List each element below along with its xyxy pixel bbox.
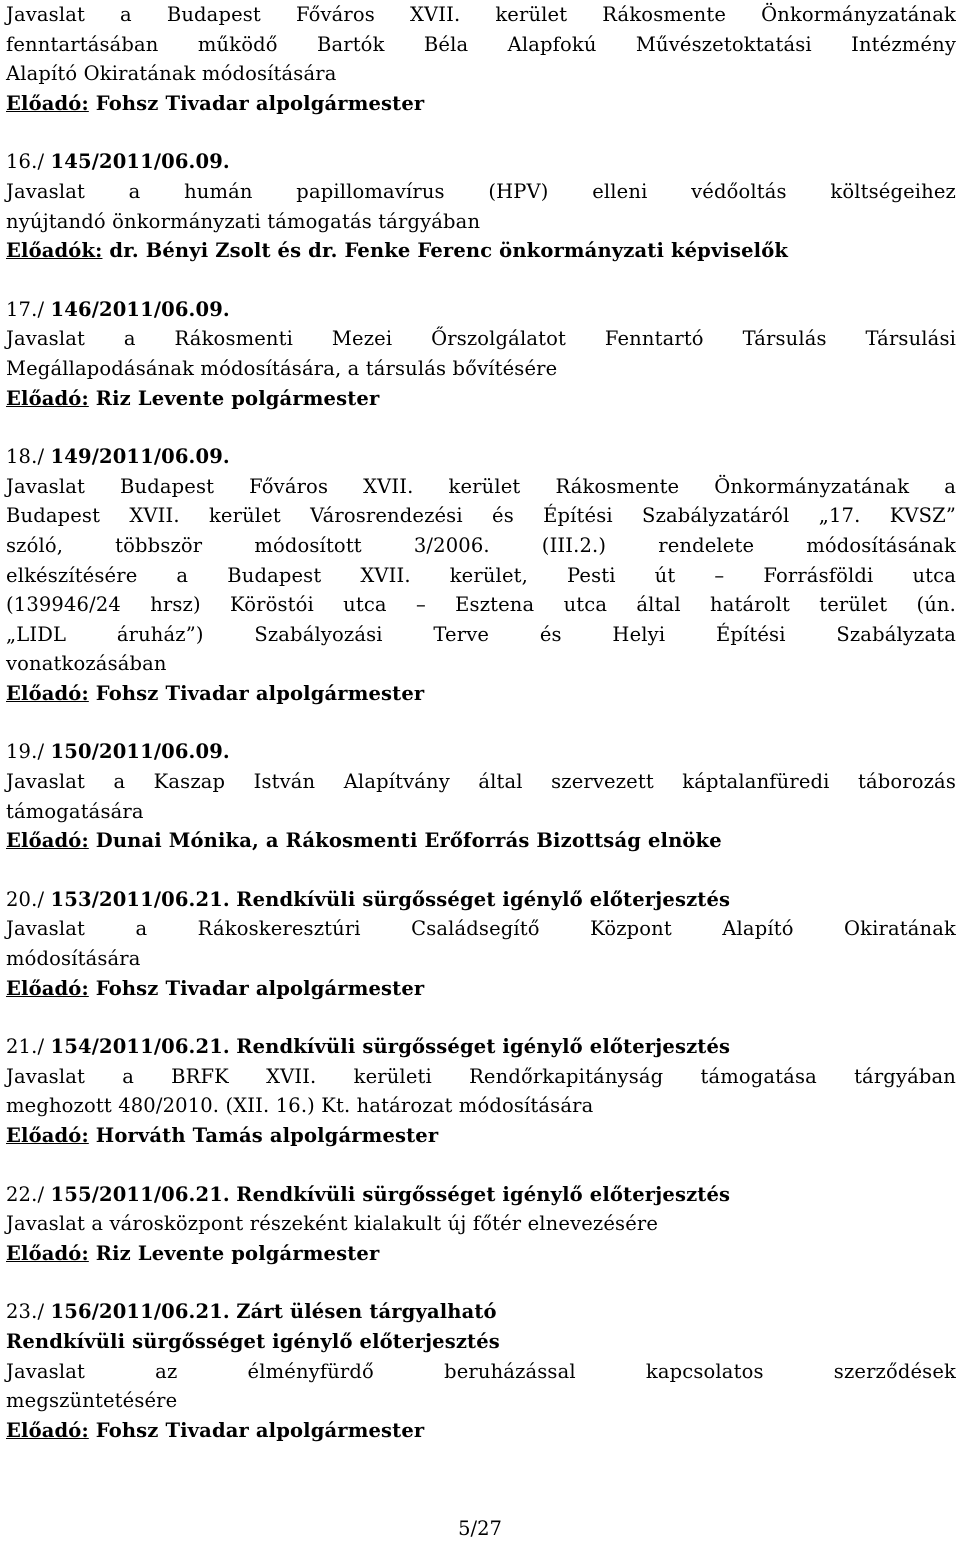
item-heading xyxy=(6,1297,956,1327)
item-title-line: Javaslat a humán papillomavírus (HPV) elleni védőoltás költségeihez xyxy=(6,179,956,203)
item-title-line: „LIDL áruház”) Szabályozási Terve és Helyi Építési Szabályzata xyxy=(6,622,956,646)
item-speaker xyxy=(6,1121,956,1151)
item-speaker xyxy=(6,89,956,119)
spacer xyxy=(6,118,956,147)
spacer xyxy=(6,1003,956,1032)
speaker-name: Riz Levente polgármester xyxy=(95,1241,380,1265)
speaker-label: Előadók: xyxy=(6,239,103,263)
speaker-name: dr. Bényi Zsolt és dr. Fenke Ferenc önkormányzati képviselők xyxy=(109,239,789,263)
item-heading xyxy=(6,1180,956,1210)
agenda-item-19 xyxy=(6,737,956,855)
speaker-name: Fohsz Tivadar alpolgármester xyxy=(95,976,425,1000)
speaker-label: Előadó: xyxy=(6,681,89,705)
item-title-line: Javaslat a Kaszap István Alapítvány által szervezett káptalanfüredi táborozás xyxy=(6,770,956,794)
urgent-flag: Rendkívüli sürgősséget igénylő előterjesztés xyxy=(6,1329,500,1353)
page-number: 5/27 xyxy=(458,1517,502,1540)
item-number: 21./ xyxy=(6,1035,45,1059)
item-ref: 145/2011/06.09. xyxy=(50,150,230,174)
item-heading xyxy=(6,1032,956,1062)
closed-session-flag: Zárt ülésen tárgyalható xyxy=(236,1300,497,1324)
agenda-item-16 xyxy=(6,147,956,265)
item-number: 18./ xyxy=(6,445,45,469)
item-speaker xyxy=(6,679,956,709)
item-title-line: (139946/24 hrsz) Köröstói utca – Esztena utca által határolt terület (ún. xyxy=(6,593,956,617)
item-title-line: Budapest XVII. kerület Városrendezési és Építési Szabályzatáról „17. KVSZ” xyxy=(6,504,956,528)
item-title-line: Javaslat a Rákosmenti Mezei Őrszolgálatot Fenntartó Társulás Társulási xyxy=(6,327,956,351)
spacer xyxy=(6,413,956,442)
item-title-line: Megállapodásának módosítására, a társulás bővítésére xyxy=(6,356,558,380)
item-ref: 146/2011/06.09. xyxy=(50,297,230,321)
item-heading xyxy=(6,295,956,325)
speaker-name: Dunai Mónika, a Rákosmenti Erőforrás Bizottság elnöke xyxy=(95,829,722,853)
item-ref: 149/2011/06.09. xyxy=(50,445,230,469)
speaker-label: Előadó: xyxy=(6,386,89,410)
speaker-label: Előadó: xyxy=(6,91,89,115)
item-number: 16./ xyxy=(6,150,45,174)
item-number: 19./ xyxy=(6,740,45,764)
item-title-line: Javaslat a városközpont részeként kialakult új főtér elnevezésére xyxy=(6,1212,659,1236)
item-title-line: Javaslat Budapest Főváros XVII. kerület Rákosmente Önkormányzatának a xyxy=(6,474,956,498)
item-title-line: Javaslat az élményfürdő beruházással kapcsolatos szerződések xyxy=(6,1359,956,1383)
speaker-name: Fohsz Tivadar alpolgármester xyxy=(95,1418,425,1442)
item-speaker xyxy=(6,974,956,1004)
agenda-item-18 xyxy=(6,442,956,708)
item-title-line: Javaslat a Budapest Főváros XVII. kerület Rákosmente Önkormányzatának xyxy=(6,3,956,26)
agenda-item-22 xyxy=(6,1180,956,1269)
item-heading xyxy=(6,885,956,915)
agenda-item-23 xyxy=(6,1297,956,1445)
spacer xyxy=(6,266,956,295)
spacer xyxy=(6,1151,956,1180)
item-number: 22./ xyxy=(6,1182,45,1206)
item-ref: 155/2011/06.21. xyxy=(50,1182,230,1206)
item-speaker xyxy=(6,826,956,856)
item-ref: 154/2011/06.21. xyxy=(50,1035,230,1059)
item-title-line: módosítására xyxy=(6,947,141,971)
speaker-label: Előadó: xyxy=(6,1124,89,1147)
item-speaker xyxy=(6,1416,956,1446)
item-ref: 150/2011/06.09. xyxy=(50,740,230,764)
item-speaker xyxy=(6,384,956,414)
item-title-line: megszüntetésére xyxy=(6,1389,178,1413)
spacer xyxy=(6,708,956,737)
item-title-line: szóló, többször módosított 3/2006. (III.2.) rendelete módosításának xyxy=(6,533,956,557)
item-heading xyxy=(6,147,956,177)
speaker-name: Horváth Tamás alpolgármester xyxy=(95,1124,439,1147)
speaker-name: Fohsz Tivadar alpolgármester xyxy=(95,91,425,115)
urgent-flag: Rendkívüli sürgősséget igénylő előterjesztés xyxy=(236,1182,731,1206)
urgent-flag: Rendkívüli sürgősséget igénylő előterjesztés xyxy=(236,887,731,911)
item-speaker xyxy=(6,236,956,266)
agenda-item-17 xyxy=(6,295,956,413)
item-title-line: vonatkozásában xyxy=(6,652,167,676)
speaker-label: Előadó: xyxy=(6,1418,89,1442)
item-number: 17./ xyxy=(6,297,45,321)
item-speaker xyxy=(6,1239,956,1269)
item-title-line: Javaslat a BRFK XVII. kerületi Rendőrkapitányság támogatása tárgyában xyxy=(6,1064,956,1088)
agenda-item-21 xyxy=(6,1032,956,1150)
item-number: 23./ xyxy=(6,1300,45,1324)
item-heading xyxy=(6,442,956,472)
item-title-line: fenntartásában működő Bartók Béla Alapfokú Művészetoktatási Intézmény xyxy=(6,32,956,56)
item-title-line: elkészítésére a Budapest XVII. kerület, Pesti út – Forrásföldi utca xyxy=(6,563,956,587)
item-ref: 156/2011/06.21. xyxy=(50,1300,230,1324)
speaker-label: Előadó: xyxy=(6,976,89,1000)
item-heading xyxy=(6,737,956,767)
agenda-item-20 xyxy=(6,885,956,1003)
spacer xyxy=(6,1268,956,1297)
spacer xyxy=(6,856,956,885)
speaker-name: Riz Levente polgármester xyxy=(95,386,380,410)
item-title-line: Alapító Okiratának módosítására xyxy=(6,62,337,86)
item-title-line: támogatására xyxy=(6,799,144,823)
document-body xyxy=(6,0,956,1445)
agenda-item-15 xyxy=(6,0,956,118)
urgent-flag: Rendkívüli sürgősséget igénylő előterjesztés xyxy=(236,1035,731,1059)
item-title-line: meghozott 480/2010. (XII. 16.) Kt. határozat módosítására xyxy=(6,1094,594,1118)
item-ref: 153/2011/06.21. xyxy=(50,887,230,911)
item-title-line: Javaslat a Rákoskeresztúri Családsegítő Központ Alapító Okiratának xyxy=(6,917,956,941)
speaker-label: Előadó: xyxy=(6,1241,89,1265)
speaker-name: Fohsz Tivadar alpolgármester xyxy=(95,681,425,705)
item-title-line: nyújtandó önkormányzati támogatás tárgyában xyxy=(6,209,481,233)
speaker-label: Előadó: xyxy=(6,829,89,853)
item-number: 20./ xyxy=(6,887,45,911)
